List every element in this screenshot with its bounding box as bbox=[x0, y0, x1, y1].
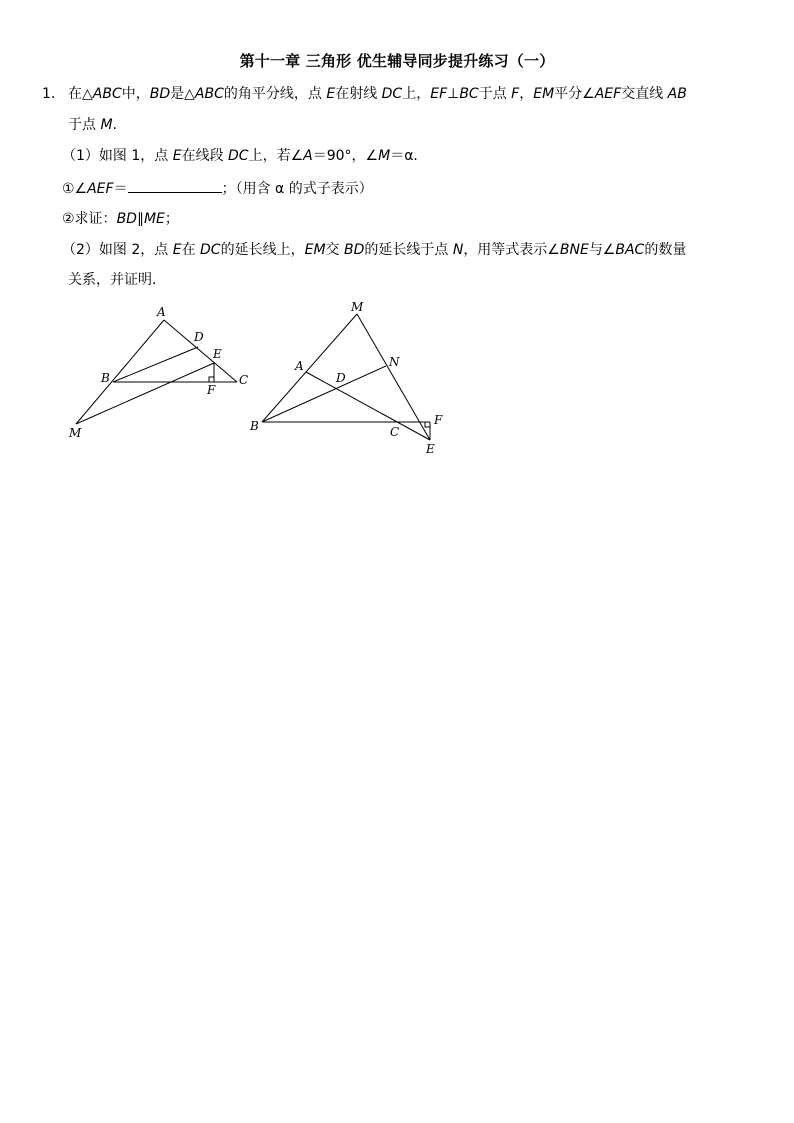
part-2-statement-cont: 关系，并证明． bbox=[68, 272, 166, 288]
label-m: M bbox=[69, 426, 82, 440]
question-number: 1． bbox=[42, 86, 65, 102]
label-f: F bbox=[434, 413, 443, 427]
question-line-1: 在△ABC中，BD是△ABC的角平分线，点 E在射线 DC上，EF⊥BC于点 F，EM平分∠AEF交直线 AB bbox=[68, 86, 687, 102]
label-b: B bbox=[101, 371, 110, 385]
label-m: M bbox=[351, 300, 364, 314]
segment-bn bbox=[262, 366, 386, 422]
label-e: E bbox=[426, 442, 435, 456]
figure-2-lines bbox=[262, 314, 430, 440]
label-a: A bbox=[295, 359, 304, 373]
part-1-statement: （1）如图 1，点 E在线段 DC上，若∠A＝90°，∠M＝α． bbox=[62, 148, 428, 164]
label-f: F bbox=[207, 383, 216, 397]
part-2-statement: （2）如图 2，点 E在 DC的延长线上，EM交 BD的延长线于点 N，用等式表示∠BNE与∠BAC的数量 bbox=[62, 242, 687, 258]
sub-question-1: ①∠AEF＝ ；（用含 α 的式子表示） bbox=[62, 178, 373, 199]
question-line-2: 于点 M. bbox=[68, 117, 117, 133]
label-a: A bbox=[157, 305, 166, 319]
segment-ae bbox=[306, 372, 430, 440]
label-c: C bbox=[239, 373, 249, 387]
label-e: E bbox=[213, 347, 222, 361]
segment-me bbox=[357, 314, 430, 440]
sub-question-2: ②求证：BD∥ME； bbox=[62, 211, 179, 227]
label-d: D bbox=[336, 371, 346, 385]
label-d: D bbox=[194, 330, 204, 344]
right-angle-mark bbox=[425, 422, 430, 427]
label-n: N bbox=[389, 355, 400, 369]
label-c: C bbox=[390, 425, 400, 439]
label-b: B bbox=[250, 419, 259, 433]
page-title: 第十一章 三角形 优生辅导同步提升练习（一） bbox=[239, 52, 555, 70]
segment-bm bbox=[262, 314, 357, 422]
